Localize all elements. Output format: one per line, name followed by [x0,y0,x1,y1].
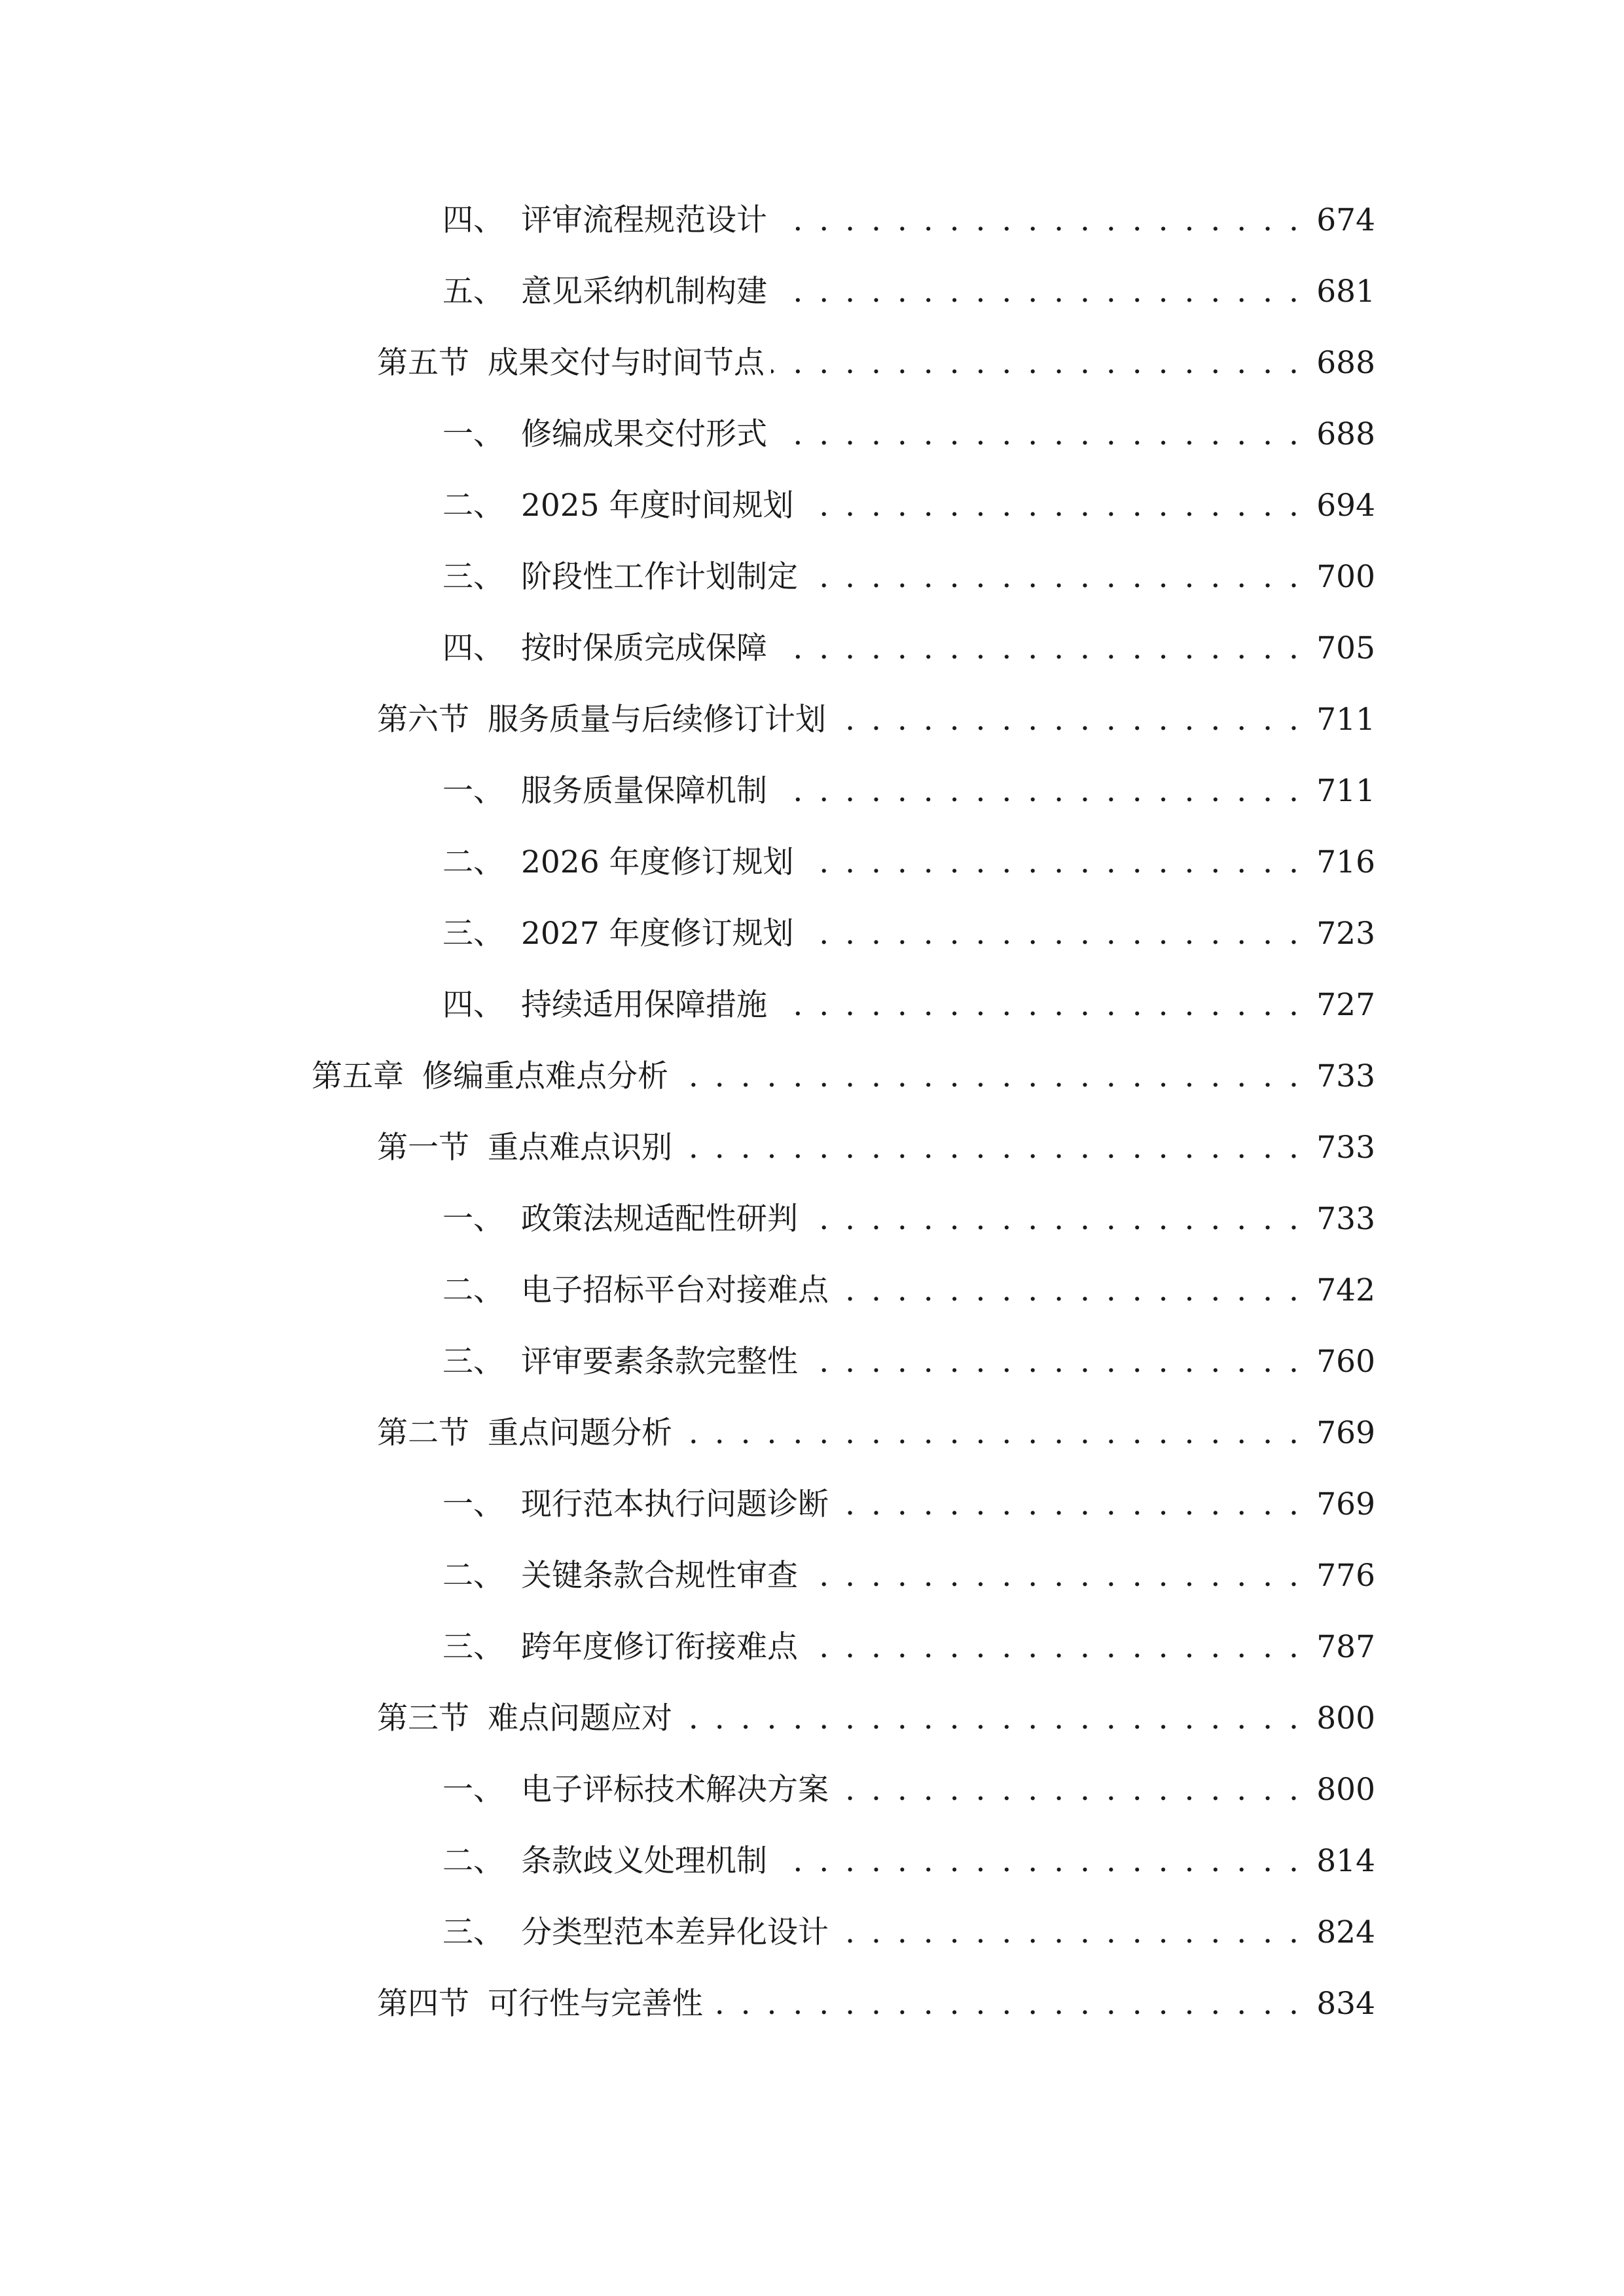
toc-entry-title: 重点问题分析 [488,1414,672,1451]
toc-entry-page-number: 700 [1316,558,1375,595]
toc-entry-number: 二、 [442,1842,504,1879]
toc-entry-title: 服务质量与后续修订计划 [488,701,826,738]
toc-entry-page-number: 800 [1316,1771,1375,1808]
toc-entry[interactable] [0,1112,1624,1183]
toc-entry-title: 2026 年度修订规划 [521,844,794,880]
toc-entry[interactable] [0,1397,1624,1469]
toc-entry[interactable] [0,1683,1624,1754]
toc-entry-page-number: 814 [1316,1842,1375,1879]
toc-entry-page-number: 824 [1316,1914,1375,1950]
toc-entry-title: 可行性与完善性 [488,1985,703,2022]
toc-entry-page-number: 733 [1316,1200,1375,1237]
toc-entry[interactable] [0,399,1624,470]
dot-leader [804,558,1302,597]
toc-entry-title: 分类型范本差异化设计 [521,1914,829,1950]
toc-entry-page-number: 711 [1316,701,1375,738]
dot-leader [679,1699,1302,1738]
toc-entry-title: 持续适用保障措施 [521,986,767,1023]
toc-entry[interactable] [0,256,1624,327]
dot-leader [774,629,1302,668]
dot-leader [774,415,1302,454]
toc-entry-number: 二、 [442,487,504,524]
toc-entry-number: 二、 [442,1272,504,1308]
dot-leader [774,986,1302,1025]
toc-entry-number: 四、 [442,986,504,1023]
toc-entry-title: 难点问题应对 [488,1700,672,1736]
toc-entry-page-number: 742 [1316,1272,1375,1308]
toc-entry-page-number: 834 [1316,1985,1375,2022]
toc-entry[interactable] [0,684,1624,755]
toc-entry-title: 修编重点难点分析 [422,1058,668,1094]
toc-entry-number: 三、 [442,558,504,595]
toc-entry-page-number: 723 [1316,915,1375,952]
toc-entry-title: 电子评标技术解决方案 [521,1771,829,1808]
toc-entry-page-number: 776 [1316,1557,1375,1594]
toc-entry-page-number: 674 [1316,202,1375,238]
dot-leader [801,914,1302,954]
toc-entry-page-number: 760 [1316,1343,1375,1380]
dot-leader [675,1057,1302,1096]
toc-entry[interactable] [0,1611,1624,1683]
toc-entry[interactable] [0,327,1624,399]
toc-entry-title: 按时保质完成保障 [521,630,767,666]
dot-leader [771,344,1302,383]
dot-leader [804,1200,1302,1239]
toc-entry-title: 成果交付与时间节点 [488,344,765,381]
dot-leader [804,1342,1302,1382]
toc-entry-number: 一、 [442,416,504,452]
toc-entry-title: 阶段性工作计划制定 [521,558,798,595]
toc-entry-number: 三、 [442,1343,504,1380]
toc-entry-number: 四、 [442,630,504,666]
toc-entry-page-number: 681 [1316,273,1375,310]
toc-entry-number: 四、 [442,202,504,238]
toc-entry-number: 三、 [442,1914,504,1950]
toc-entry-title: 重点难点识别 [488,1129,672,1166]
dot-leader [801,486,1302,526]
toc-entry-title: 修编成果交付形式 [521,416,767,452]
toc-entry-page-number: 733 [1316,1129,1375,1166]
dot-leader [835,1271,1302,1310]
dot-leader [835,1770,1302,1810]
toc-entry-title: 2027 年度修订规划 [521,915,794,952]
toc-entry-page-number: 787 [1316,1628,1375,1665]
dot-leader [710,1984,1302,2024]
toc-entry-title: 跨年度修订衔接难点 [521,1628,798,1665]
table-of-contents [0,185,1624,2039]
toc-entry-title: 关键条款合规性审查 [521,1557,798,1594]
toc-entry-number: 五、 [442,273,504,310]
toc-entry-number: 一、 [442,772,504,809]
dot-leader [774,272,1302,312]
toc-entry-number: 第二节 [377,1414,469,1451]
dot-leader [835,1913,1302,1952]
toc-entry[interactable] [0,185,1624,256]
toc-entry-page-number: 705 [1316,630,1375,666]
toc-entry-page-number: 716 [1316,844,1375,880]
toc-entry-page-number: 769 [1316,1414,1375,1451]
dot-leader [774,201,1302,240]
toc-entry[interactable] [0,613,1624,684]
toc-entry-page-number: 688 [1316,416,1375,452]
toc-entry-page-number: 769 [1316,1486,1375,1522]
toc-entry[interactable] [0,1183,1624,1255]
toc-entry-page-number: 711 [1316,772,1375,809]
toc-entry[interactable] [0,1897,1624,1968]
toc-entry[interactable] [0,1825,1624,1897]
toc-entry-number: 一、 [442,1486,504,1522]
toc-entry-page-number: 800 [1316,1700,1375,1736]
toc-entry-number: 一、 [442,1200,504,1237]
toc-entry-title: 电子招标平台对接难点 [521,1272,829,1308]
toc-entry-page-number: 733 [1316,1058,1375,1094]
toc-entry-page-number: 688 [1316,344,1375,381]
toc-entry-title: 评审要素条款完整性 [521,1343,798,1380]
dot-leader [801,843,1302,882]
toc-entry-title: 政策法规适配性研判 [521,1200,798,1237]
toc-entry[interactable] [0,1041,1624,1112]
toc-entry[interactable] [0,1255,1624,1326]
toc-entry-title: 评审流程规范设计 [521,202,767,238]
dot-leader [804,1556,1302,1596]
toc-entry-title: 意见采纳机制构建 [521,273,767,310]
toc-entry[interactable] [0,1326,1624,1397]
toc-entry-number: 第三节 [377,1700,469,1736]
toc-entry-title: 服务质量保障机制 [521,772,767,809]
toc-entry[interactable] [0,1540,1624,1611]
toc-entry-number: 第一节 [377,1129,469,1166]
toc-entry-page-number: 727 [1316,986,1375,1023]
toc-entry[interactable] [0,898,1624,969]
dot-leader [835,1485,1302,1524]
toc-entry[interactable] [0,969,1624,1041]
toc-entry[interactable] [0,1968,1624,2039]
toc-entry-number: 第五节 [377,344,469,381]
toc-entry[interactable] [0,1469,1624,1540]
dot-leader [679,1414,1302,1453]
toc-entry[interactable] [0,827,1624,898]
toc-entry-title: 条款歧义处理机制 [521,1842,767,1879]
toc-entry-number: 三、 [442,1628,504,1665]
toc-entry-number: 第六节 [377,701,469,738]
toc-entry-number: 二、 [442,844,504,880]
toc-entry-number: 三、 [442,915,504,952]
dot-leader [774,1842,1302,1881]
dot-leader [774,772,1302,811]
toc-entry-number: 第四节 [377,1985,469,2022]
toc-entry[interactable] [0,470,1624,541]
dot-leader [679,1128,1302,1168]
toc-entry-number: 一、 [442,1771,504,1808]
toc-entry[interactable] [0,541,1624,613]
dot-leader [833,700,1302,740]
toc-entry-title: 现行范本执行问题诊断 [521,1486,829,1522]
dot-leader [804,1628,1302,1667]
toc-entry-number: 二、 [442,1557,504,1594]
toc-entry-title: 2025 年度时间规划 [521,487,794,524]
toc-entry[interactable] [0,1754,1624,1825]
toc-entry-number: 第五章 [312,1058,404,1094]
toc-entry-page-number: 694 [1316,487,1375,524]
toc-entry[interactable] [0,755,1624,827]
